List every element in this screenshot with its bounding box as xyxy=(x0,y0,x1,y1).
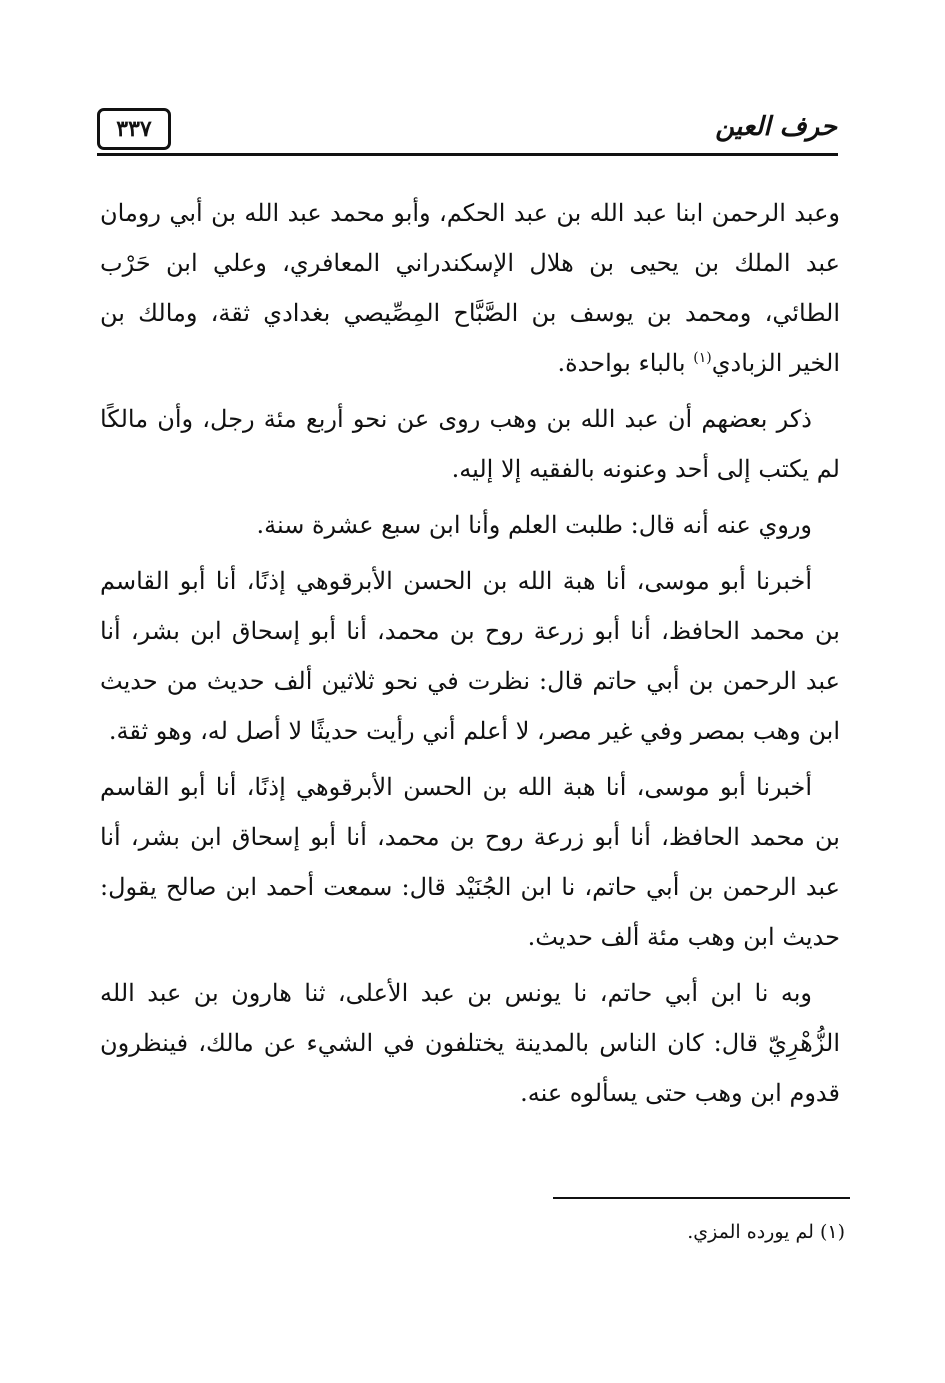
paragraph-text: وعبد الرحمن ابنا عبد الله بن عبد الحكم، وأبو محمد عبد الله بن أبي رومان عبد الملك بن يحيى بن هلال الإسكندراني المعافري، وعلي ابن حَرْب الطائي، ومحمد بن يوسف بن الصَّبَّاح المِصِّيصي بغدادي ثقة، ومالك بن الخير الزبادي xyxy=(100,199,840,377)
paragraph: وروي عنه أنه قال: طلبت العلم وأنا ابن سبع عشرة سنة. xyxy=(256,511,812,539)
paragraph: وبه نا ابن أبي حاتم، نا يونس بن عبد الأعلى، ثنا هارون بن عبد الله الزُّهْرِيّ قال: كان الناس بالمدينة يختلفون في الشيء عن مالك، فينظرون قدوم ابن وهب حتى يسألوه عنه. xyxy=(100,979,840,1107)
page-number: ٣٣٧ xyxy=(97,108,171,150)
paragraph: ذكر بعضهم أن عبد الله بن وهب روى عن نحو أربع مئة رجل، وأن مالكًا لم يكتب إلى أحد وعنونه بالفقيه إلا إليه. xyxy=(100,405,840,483)
paragraph xyxy=(100,188,840,388)
chapter-title: حرف العين xyxy=(715,112,837,142)
footnote-divider xyxy=(553,1197,850,1199)
paragraph-text: بالباء بواحدة. xyxy=(557,349,694,377)
footnote-reference[interactable]: (١) xyxy=(693,350,712,366)
paragraph: أخبرنا أبو موسى، أنا هبة الله بن الحسن الأبرقوهي إذنًا، أنا أبو القاسم بن محمد الحافظ، أنا أبو زرعة روح بن محمد، أنا أبو إسحاق ابن بشر، أنا عبد الرحمن بن أبي حاتم، نا ابن الجُنَيْد قال: سمعت أحمد ابن صالح يقول: حديث ابن وهب مئة ألف حديث. xyxy=(100,773,840,951)
footnote: (١) لم يورده المزي. xyxy=(687,1221,845,1243)
main-text xyxy=(100,188,840,1124)
paragraph: أخبرنا أبو موسى، أنا هبة الله بن الحسن الأبرقوهي إذنًا، أنا أبو القاسم بن محمد الحافظ، أنا أبو زرعة روح بن محمد، أنا أبو إسحاق ابن بشر، أنا عبد الرحمن بن أبي حاتم قال: نظرت في نحو ثلاثين ألف حديث من حديث ابن وهب بمصر وفي غير مصر، لا أعلم أني رأيت حديثًا لا أصل له، وهو ثقة. xyxy=(100,567,840,745)
header-divider xyxy=(97,153,838,156)
